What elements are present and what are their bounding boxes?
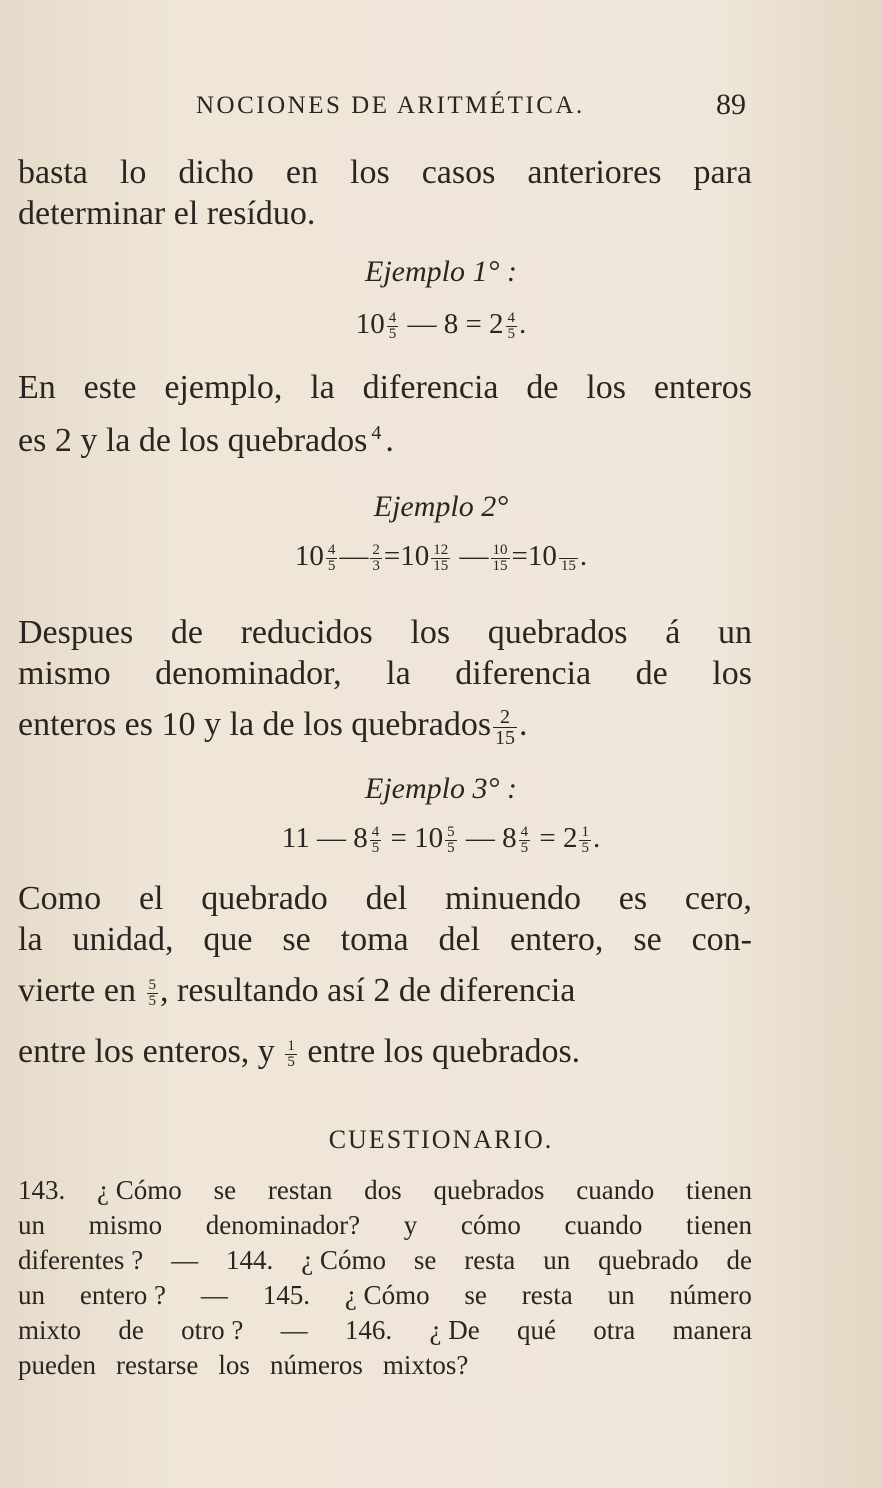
text-token: cuando <box>564 1210 643 1240</box>
text-token: dicho <box>178 154 254 191</box>
text-line <box>18 1278 752 1313</box>
text-token: — <box>407 308 437 340</box>
text-token: 11 <box>281 822 310 854</box>
text-token: se <box>282 921 311 958</box>
section-title: CUESTIONARIO. <box>328 1125 554 1154</box>
text-token: enteros es 10 y la de los quebrados <box>18 706 492 743</box>
fraction <box>493 707 517 748</box>
text-token: restarse <box>115 1350 199 1380</box>
text-token: ¿ De <box>429 1315 480 1345</box>
text-token: cero, <box>684 880 752 917</box>
text-token: un <box>717 614 752 651</box>
text-token: cuando <box>576 1175 655 1205</box>
text-token: del <box>365 880 408 917</box>
fraction <box>147 978 159 1009</box>
intro-paragraph <box>18 152 752 234</box>
text-token: 1 <box>581 823 589 840</box>
text-token: En <box>18 369 56 406</box>
text-token: cómo <box>460 1210 521 1240</box>
fraction <box>579 825 591 856</box>
text-token: ¿ Cómo <box>97 1175 182 1205</box>
text-token: de <box>635 655 668 692</box>
text-token: 8 <box>443 308 459 340</box>
text-token: — <box>280 1315 308 1345</box>
text-token: 8 <box>353 822 368 854</box>
text-line <box>18 1208 752 1243</box>
text-line <box>18 878 752 919</box>
text-token: . <box>519 706 528 743</box>
text-token: quebrados <box>487 614 628 651</box>
text-token: 10 <box>294 540 324 572</box>
text-token: un <box>543 1245 571 1275</box>
fraction <box>445 825 457 856</box>
example-1-equation <box>0 308 882 342</box>
text-token: 5 <box>371 839 380 856</box>
text-token: 4 <box>520 823 529 840</box>
text-token: minuendo <box>444 880 581 917</box>
text-token: los <box>586 369 626 406</box>
text-token: quebrados <box>433 1175 545 1205</box>
running-title: NOCIONES DE ARITMÉTICA. <box>196 92 585 119</box>
text-token: 10 <box>492 541 508 558</box>
text-line <box>18 1243 752 1278</box>
text-token: 4 <box>388 309 397 326</box>
text-token: número <box>669 1280 752 1310</box>
text-token: denominador? <box>205 1210 361 1240</box>
text-token: entre los quebrados. <box>307 1033 581 1070</box>
text-token: de <box>726 1245 752 1275</box>
text-token: , resultando así 2 de diferencia <box>160 972 576 1009</box>
fraction <box>387 311 399 342</box>
text-token: diferencia <box>455 655 592 692</box>
text-token: diferentes ? <box>18 1245 144 1275</box>
text-token: 8 <box>502 822 517 854</box>
text-token: se <box>213 1175 237 1205</box>
text-token: denominador, <box>155 655 342 692</box>
text-token: á <box>665 614 681 651</box>
questions-block <box>18 1173 752 1383</box>
text-token: 15 <box>492 557 508 574</box>
text-token: 2 <box>372 541 380 558</box>
example-2-label: Ejemplo 2° <box>373 490 509 523</box>
text-token: entero, <box>509 921 604 958</box>
fraction <box>519 825 531 856</box>
text-token: 15 <box>560 557 576 574</box>
text-token: tienen <box>686 1210 752 1240</box>
text-line <box>18 1031 752 1072</box>
text-token: 2 <box>500 705 511 728</box>
fraction <box>491 543 510 574</box>
text-token: 4 <box>327 541 336 558</box>
text-token: se <box>464 1280 487 1310</box>
example-3-paragraph <box>18 878 752 1072</box>
text-token: 15 <box>495 726 516 749</box>
text-token: 144. <box>226 1245 274 1275</box>
text-token: 5 <box>388 325 397 342</box>
example-2-paragraph <box>18 612 752 748</box>
text-token: otra <box>593 1315 636 1345</box>
page-number: 89 <box>716 88 746 121</box>
text-token: 4 <box>371 422 382 445</box>
text-token: 5 <box>581 839 589 856</box>
text-token: la <box>18 921 43 958</box>
text-token: 15 <box>433 557 449 574</box>
text-line <box>18 612 752 653</box>
text-token: = <box>539 822 556 854</box>
text-token: — <box>339 540 369 572</box>
text-token: ¿ Cómo <box>344 1280 430 1310</box>
text-token: lo <box>119 154 147 191</box>
text-token: resta <box>464 1245 516 1275</box>
text-token: toma <box>340 921 409 958</box>
text-token: 4 <box>371 823 380 840</box>
text-token: un <box>18 1280 45 1310</box>
text-token: qué <box>516 1315 556 1345</box>
text-token: 10 <box>414 822 444 854</box>
text-token: 5 <box>507 325 516 342</box>
text-token: . <box>579 540 588 572</box>
fraction <box>559 543 578 574</box>
text-token: 2 <box>489 308 504 340</box>
text-token: . <box>592 822 601 854</box>
text-token: = <box>390 822 407 854</box>
text-line <box>18 1348 752 1383</box>
text-token: 2 <box>562 822 578 854</box>
text-token: 10 <box>355 308 385 340</box>
example-2-equation <box>0 540 882 574</box>
text-token: otro ? <box>181 1315 244 1345</box>
text-token: dos <box>364 1175 402 1205</box>
text-token: 145. <box>262 1280 310 1310</box>
text-token: en <box>285 154 318 191</box>
text-token: la <box>310 369 335 406</box>
text-token: enteros <box>653 369 752 406</box>
text-line <box>18 367 752 408</box>
text-token: los <box>410 614 451 651</box>
text-token: con- <box>691 921 752 958</box>
fraction <box>285 1039 297 1070</box>
text-token: . <box>385 422 394 459</box>
text-token: es 2 y la de los quebrados <box>18 422 368 459</box>
text-token: vierte en <box>18 972 136 1009</box>
text-token: = <box>465 308 482 340</box>
fraction-part <box>372 443 381 463</box>
text-token: 5 <box>327 557 336 574</box>
fraction <box>370 825 382 856</box>
text-token: 143. <box>18 1175 66 1205</box>
fraction <box>506 311 518 342</box>
text-token: = <box>511 540 528 572</box>
text-token: los <box>350 154 390 191</box>
text-line: determinar el resíduo. <box>18 195 316 232</box>
text-token: del <box>438 921 481 958</box>
text-token: números <box>269 1350 363 1380</box>
text-token: — <box>171 1245 199 1275</box>
text-token: Despues <box>18 614 134 651</box>
text-token: 5 <box>447 839 455 856</box>
example-3-equation <box>0 822 882 856</box>
text-line <box>18 653 752 694</box>
page-header <box>0 88 882 128</box>
text-token: 5 <box>447 823 455 840</box>
text-token: el <box>138 880 164 917</box>
text-token: 146. <box>344 1315 393 1345</box>
text-token: quebrado <box>598 1245 699 1275</box>
text-line <box>18 1313 752 1348</box>
text-token: casos <box>421 154 496 191</box>
text-line <box>18 704 752 748</box>
fraction <box>326 543 338 574</box>
text-token: que <box>203 921 253 958</box>
text-token: un <box>18 1210 45 1240</box>
text-token: 12 <box>433 541 449 558</box>
text-token: es <box>618 880 648 917</box>
text-token: 5 <box>148 976 156 993</box>
text-token: y <box>403 1210 418 1240</box>
text-token: mixto <box>18 1315 82 1345</box>
text-token: 1 <box>287 1037 295 1054</box>
text-token: los <box>712 655 752 692</box>
text-token: 4 <box>507 309 516 326</box>
text-token: 10 <box>527 540 557 572</box>
text-token: resta <box>521 1280 573 1310</box>
text-token: 5 <box>287 1053 295 1070</box>
text-token: de <box>118 1315 144 1345</box>
text-token: este <box>83 369 137 406</box>
fraction <box>431 543 450 574</box>
text-token: . <box>519 308 527 340</box>
text-token: mixtos? <box>382 1350 469 1380</box>
text-token: ¿ Cómo <box>301 1245 386 1275</box>
text-line <box>18 1173 752 1208</box>
text-token: 3 <box>372 557 380 574</box>
example-3-label: Ejemplo 3° : <box>365 772 517 805</box>
fraction-part <box>564 543 572 558</box>
text-token: — <box>200 1280 228 1310</box>
example-1-paragraph <box>18 367 752 463</box>
text-token: para <box>693 154 752 191</box>
text-token: entero ? <box>79 1280 167 1310</box>
text-token: — <box>316 822 346 854</box>
text-token: 10 <box>400 540 430 572</box>
text-token: basta <box>18 154 88 191</box>
text-token: la <box>386 655 411 692</box>
text-token: mismo <box>88 1210 163 1240</box>
text-token: = <box>383 540 401 572</box>
text-token: unidad, <box>72 921 174 958</box>
text-token: Como <box>18 880 102 917</box>
text-token: los <box>218 1350 250 1380</box>
text-token: se <box>413 1245 437 1275</box>
text-token: entre los enteros, y <box>18 1033 275 1070</box>
text-token: tienen <box>686 1175 752 1205</box>
text-token: de <box>526 369 559 406</box>
text-line <box>18 919 752 960</box>
text-token: 5 <box>520 839 529 856</box>
text-token: — <box>465 822 495 854</box>
text-token: restan <box>267 1175 333 1205</box>
text-token: reducidos <box>240 614 373 651</box>
example-1-label: Ejemplo 1° : <box>365 255 517 288</box>
text-token: anteriores <box>527 154 662 191</box>
text-line <box>18 970 752 1011</box>
text-line <box>18 152 752 193</box>
text-token: un <box>607 1280 635 1310</box>
fraction <box>370 543 382 574</box>
text-token: pueden <box>18 1350 96 1380</box>
text-token: de <box>170 614 203 651</box>
text-token: diferencia <box>362 369 499 406</box>
text-token: quebrado <box>201 880 328 917</box>
text-token: se <box>633 921 662 958</box>
text-line <box>18 420 752 463</box>
text-token: 5 <box>148 992 156 1009</box>
text-token: mismo <box>18 655 111 692</box>
text-token: — <box>459 540 489 572</box>
text-token: manera <box>672 1315 752 1345</box>
fraction <box>369 423 383 463</box>
text-token: ejemplo, <box>164 369 283 406</box>
